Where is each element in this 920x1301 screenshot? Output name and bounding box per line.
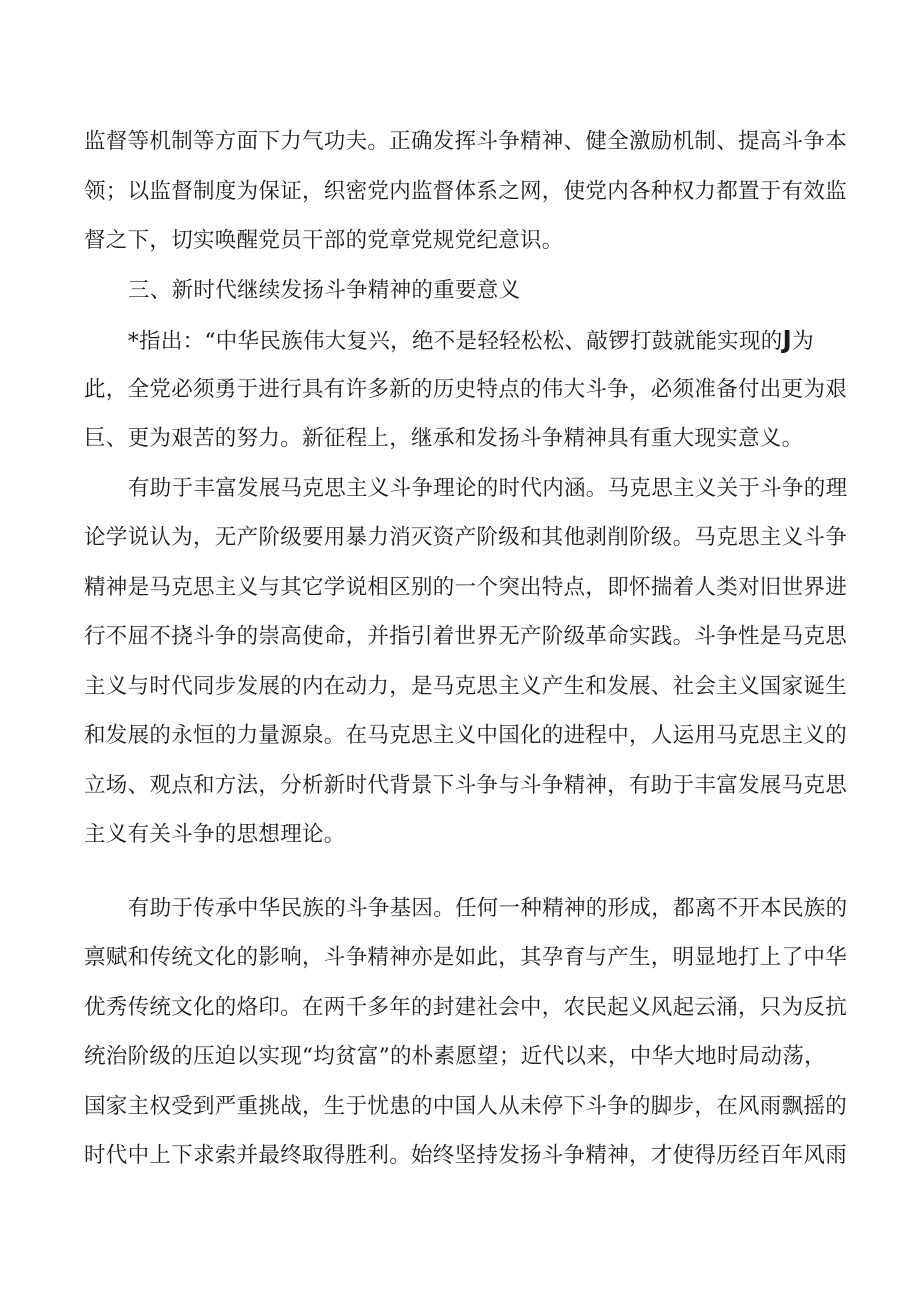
paragraph-spacer <box>84 860 840 884</box>
text-line: 时代中上下求索并最终取得胜利。始终坚持发扬斗争精神，才使得历经百年风雨 <box>84 1143 848 1168</box>
paragraph-marxism <box>84 464 848 860</box>
text-line: 论学说认为，无产阶级要用暴力消灭资产阶级和其他剥削阶级。马克思主义斗争 <box>84 525 848 550</box>
document-page <box>84 117 848 1181</box>
text-line: 领；以监督制度为保证，织密党内监督体系之网，使党内各种权力都置于有效监 <box>84 178 848 204</box>
text-line: 监督等机制等方面下力气功夫。正确发挥斗争精神、健全激励机制、提高斗争本 <box>84 129 848 154</box>
paragraph-quote <box>84 315 848 464</box>
paragraph-heritage <box>84 884 848 1181</box>
quote-text-end: 为 <box>792 329 814 354</box>
text-line: 优秀传统文化的烙印。在两千多年的封建社会中，农民起义风起云涌，只为反抗 <box>84 994 848 1020</box>
text-line: 立场、观点和方法，分析新时代背景下斗争与斗争精神，有助于丰富发展马克思 <box>84 772 848 798</box>
text-line: 主义与时代同步发展的内在动力，是马克思主义产生和发展、社会主义国家诞生 <box>84 673 848 699</box>
text-line: 行不屈不挠斗争的崇高使命，并指引着世界无产阶级革命实践。斗争性是马克思 <box>84 624 848 649</box>
text-line: 此，全党必须勇于进行具有许多新的历史特点的伟大斗争，必须准备付出更为艰 <box>84 376 848 402</box>
text-line: 巨、更为艰苦的努力。新征程上，继承和发扬斗争精神具有重大现实意义。 <box>84 426 804 451</box>
text-line: 有助于传承中华民族的斗争基因。任何一种精神的形成，都离不开本民族的 <box>128 895 848 921</box>
section-heading: 三、新时代继续发扬斗争精神的重要意义 <box>128 277 521 303</box>
text-line: 和发展的永恒的力量源泉。在马克思主义中国化的进程中，人运用马克思主义的 <box>84 723 848 748</box>
paragraph-supervision <box>84 117 848 266</box>
text-line: 精神是马克思主义与其它学说相区别的一个突出特点，即怀揣着人类对旧世界进 <box>84 574 848 600</box>
quote-mark: J <box>782 325 793 354</box>
text-line: 主义有关斗争的思想理论。 <box>84 822 346 847</box>
text-line <box>84 315 840 365</box>
text-line: 督之下，切实唤醒党员干部的党章党规党纪意识。 <box>84 228 564 253</box>
text-line: 禀赋和传统文化的影响，斗争精神亦是如此，其孕育与产生，明显地打上了中华 <box>84 945 848 970</box>
text-line: 统治阶级的压迫以实现“均贫富”的朴素愿望；近代以来，中华大地时局动荡， <box>84 1044 826 1069</box>
quote-text: *指出：“中华民族伟大复兴，绝不是轻轻松松、敲锣打鼓就能实现的 <box>128 329 783 354</box>
text-line: 有助于丰富发展马克思主义斗争理论的时代内涵。马克思主义关于斗争的理 <box>128 475 848 501</box>
text-line: 国家主权受到严重挑战，生于忧患的中国人从未停下斗争的脚步，在风雨飘摇的 <box>84 1093 848 1119</box>
